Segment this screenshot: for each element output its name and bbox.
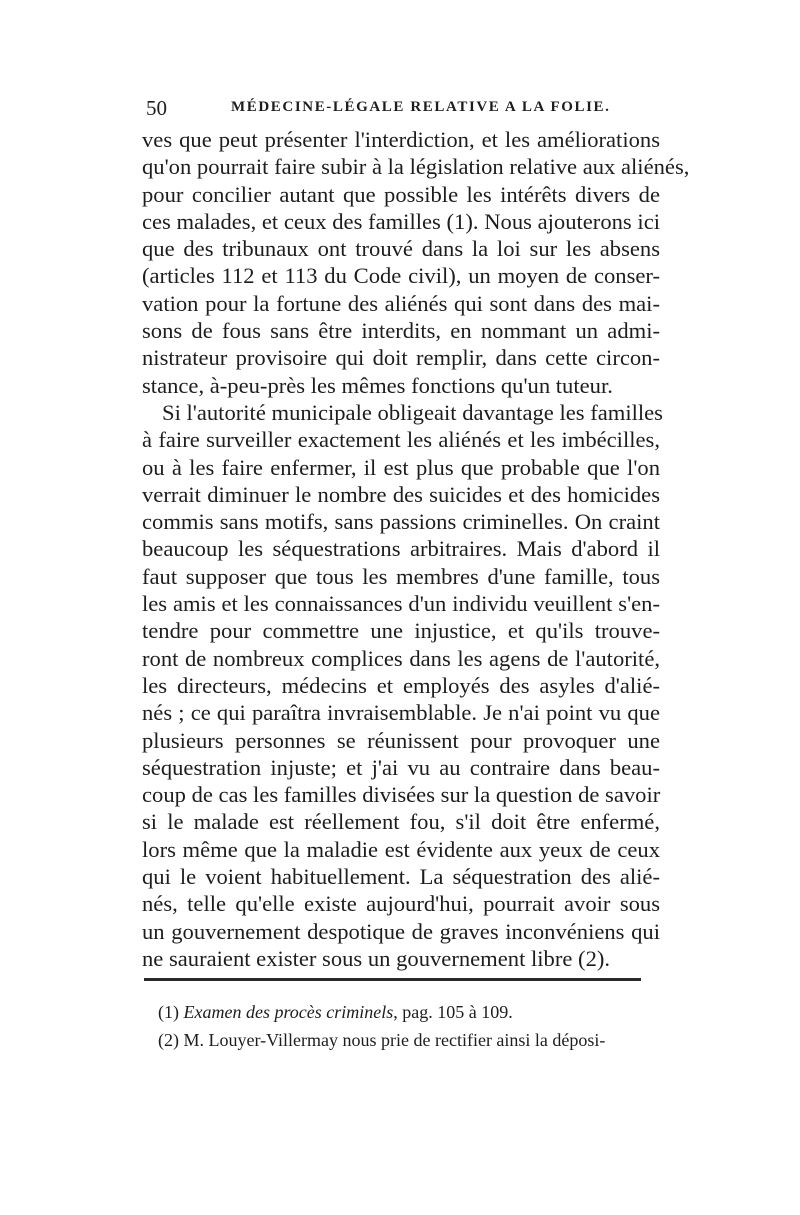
text-line: stance, à-peu-près les mêmes fonctions qu'un tuteur. xyxy=(142,372,613,398)
paragraph-start-line: Si l'autorité municipale obligeait davantage les familles xyxy=(162,399,663,425)
text-line: nés, telle qu'elle existe aujourd'hui, pourrait avoir sous xyxy=(142,891,660,917)
text-line: sons de fous sans être interdits, en nommant un admi- xyxy=(142,318,660,344)
footnote-1 xyxy=(158,998,658,1026)
text-line: tendre pour commettre une injustice, et qu'ils trouve- xyxy=(142,618,660,644)
text-line: ves que peut présenter l'interdiction, et les améliorations xyxy=(142,127,660,152)
footnote-1-reference: , pag. 105 à 109. xyxy=(393,1002,513,1022)
text-line: à faire surveiller exactement les aliénés et les imbécilles, xyxy=(142,427,660,453)
text-line: les directeurs, médecins et employés des asyles d'alié- xyxy=(142,672,660,698)
text-line: coup de cas les familles divisées sur la question de savoir xyxy=(142,782,661,808)
text-line: nés ; ce qui paraîtra invraisemblable. Je n'ai point vu que xyxy=(142,700,660,726)
footnote-2: (2) M. Louyer-Villermay nous prie de rectifier ainsi la déposi- xyxy=(158,1030,606,1050)
text-line: séquestration injuste; et j'ai vu au contraire dans beau- xyxy=(142,754,660,780)
running-head: MÉDECINE-LÉGALE RELATIVE A LA FOLIE. xyxy=(231,99,611,115)
footnote-1-number: (1) xyxy=(158,1002,179,1022)
text-line: commis sans motifs, sans passions criminelles. On craint xyxy=(142,509,660,535)
text-line: ces malades, et ceux des familles (1). Nous ajouterons ici xyxy=(142,208,660,234)
text-line: que des tribunaux ont trouvé dans la loi sur les absens xyxy=(142,236,660,262)
text-line: ou à les faire enfermer, il est plus que probable que l'on xyxy=(142,454,660,480)
text-line: (articles 112 et 113 du Code civil), un moyen de conser- xyxy=(142,263,660,289)
body-text xyxy=(142,126,690,972)
text-line: faut supposer que tous les membres d'une famille, tous xyxy=(142,563,660,589)
text-line: qui le voient habituellement. La séquestration des alié- xyxy=(142,864,660,890)
text-line: lors même que la maladie est évidente aux yeux de ceux xyxy=(142,836,660,862)
text-line: vation pour la fortune des aliénés qui sont dans des mai- xyxy=(142,290,660,316)
footnotes xyxy=(158,998,658,1054)
text-line: nistrateur provisoire qui doit remplir, dans cette circon- xyxy=(142,345,660,371)
text-line: verrait diminuer le nombre des suicides et des homicides xyxy=(142,481,660,507)
text-line: pour concilier autant que possible les intérêts divers de xyxy=(142,181,660,207)
text-line: les amis et les connaissances d'un individu veuillent s'en- xyxy=(142,591,660,617)
footnote-separator-rule xyxy=(144,978,641,981)
text-line: si le malade est réellement fou, s'il doit être enfermé, xyxy=(142,809,660,835)
text-line: ront de nombreux complices dans les agens de l'autorité, xyxy=(142,645,660,671)
text-line: qu'on pourrait faire subir à la législation relative aux aliénés, xyxy=(142,154,690,180)
text-line: un gouvernement despotique de graves inconvéniens qui xyxy=(142,918,660,944)
text-line: plusieurs personnes se réunissent pour provoquer une xyxy=(142,727,660,753)
footnote-1-title: Examen des procès criminels xyxy=(183,1002,394,1022)
page-number: 50 xyxy=(146,96,167,120)
text-line: beaucoup les séquestrations arbitraires. Mais d'abord il xyxy=(142,536,660,562)
text-line: ne sauraient exister sous un gouvernement libre (2). xyxy=(142,945,611,971)
